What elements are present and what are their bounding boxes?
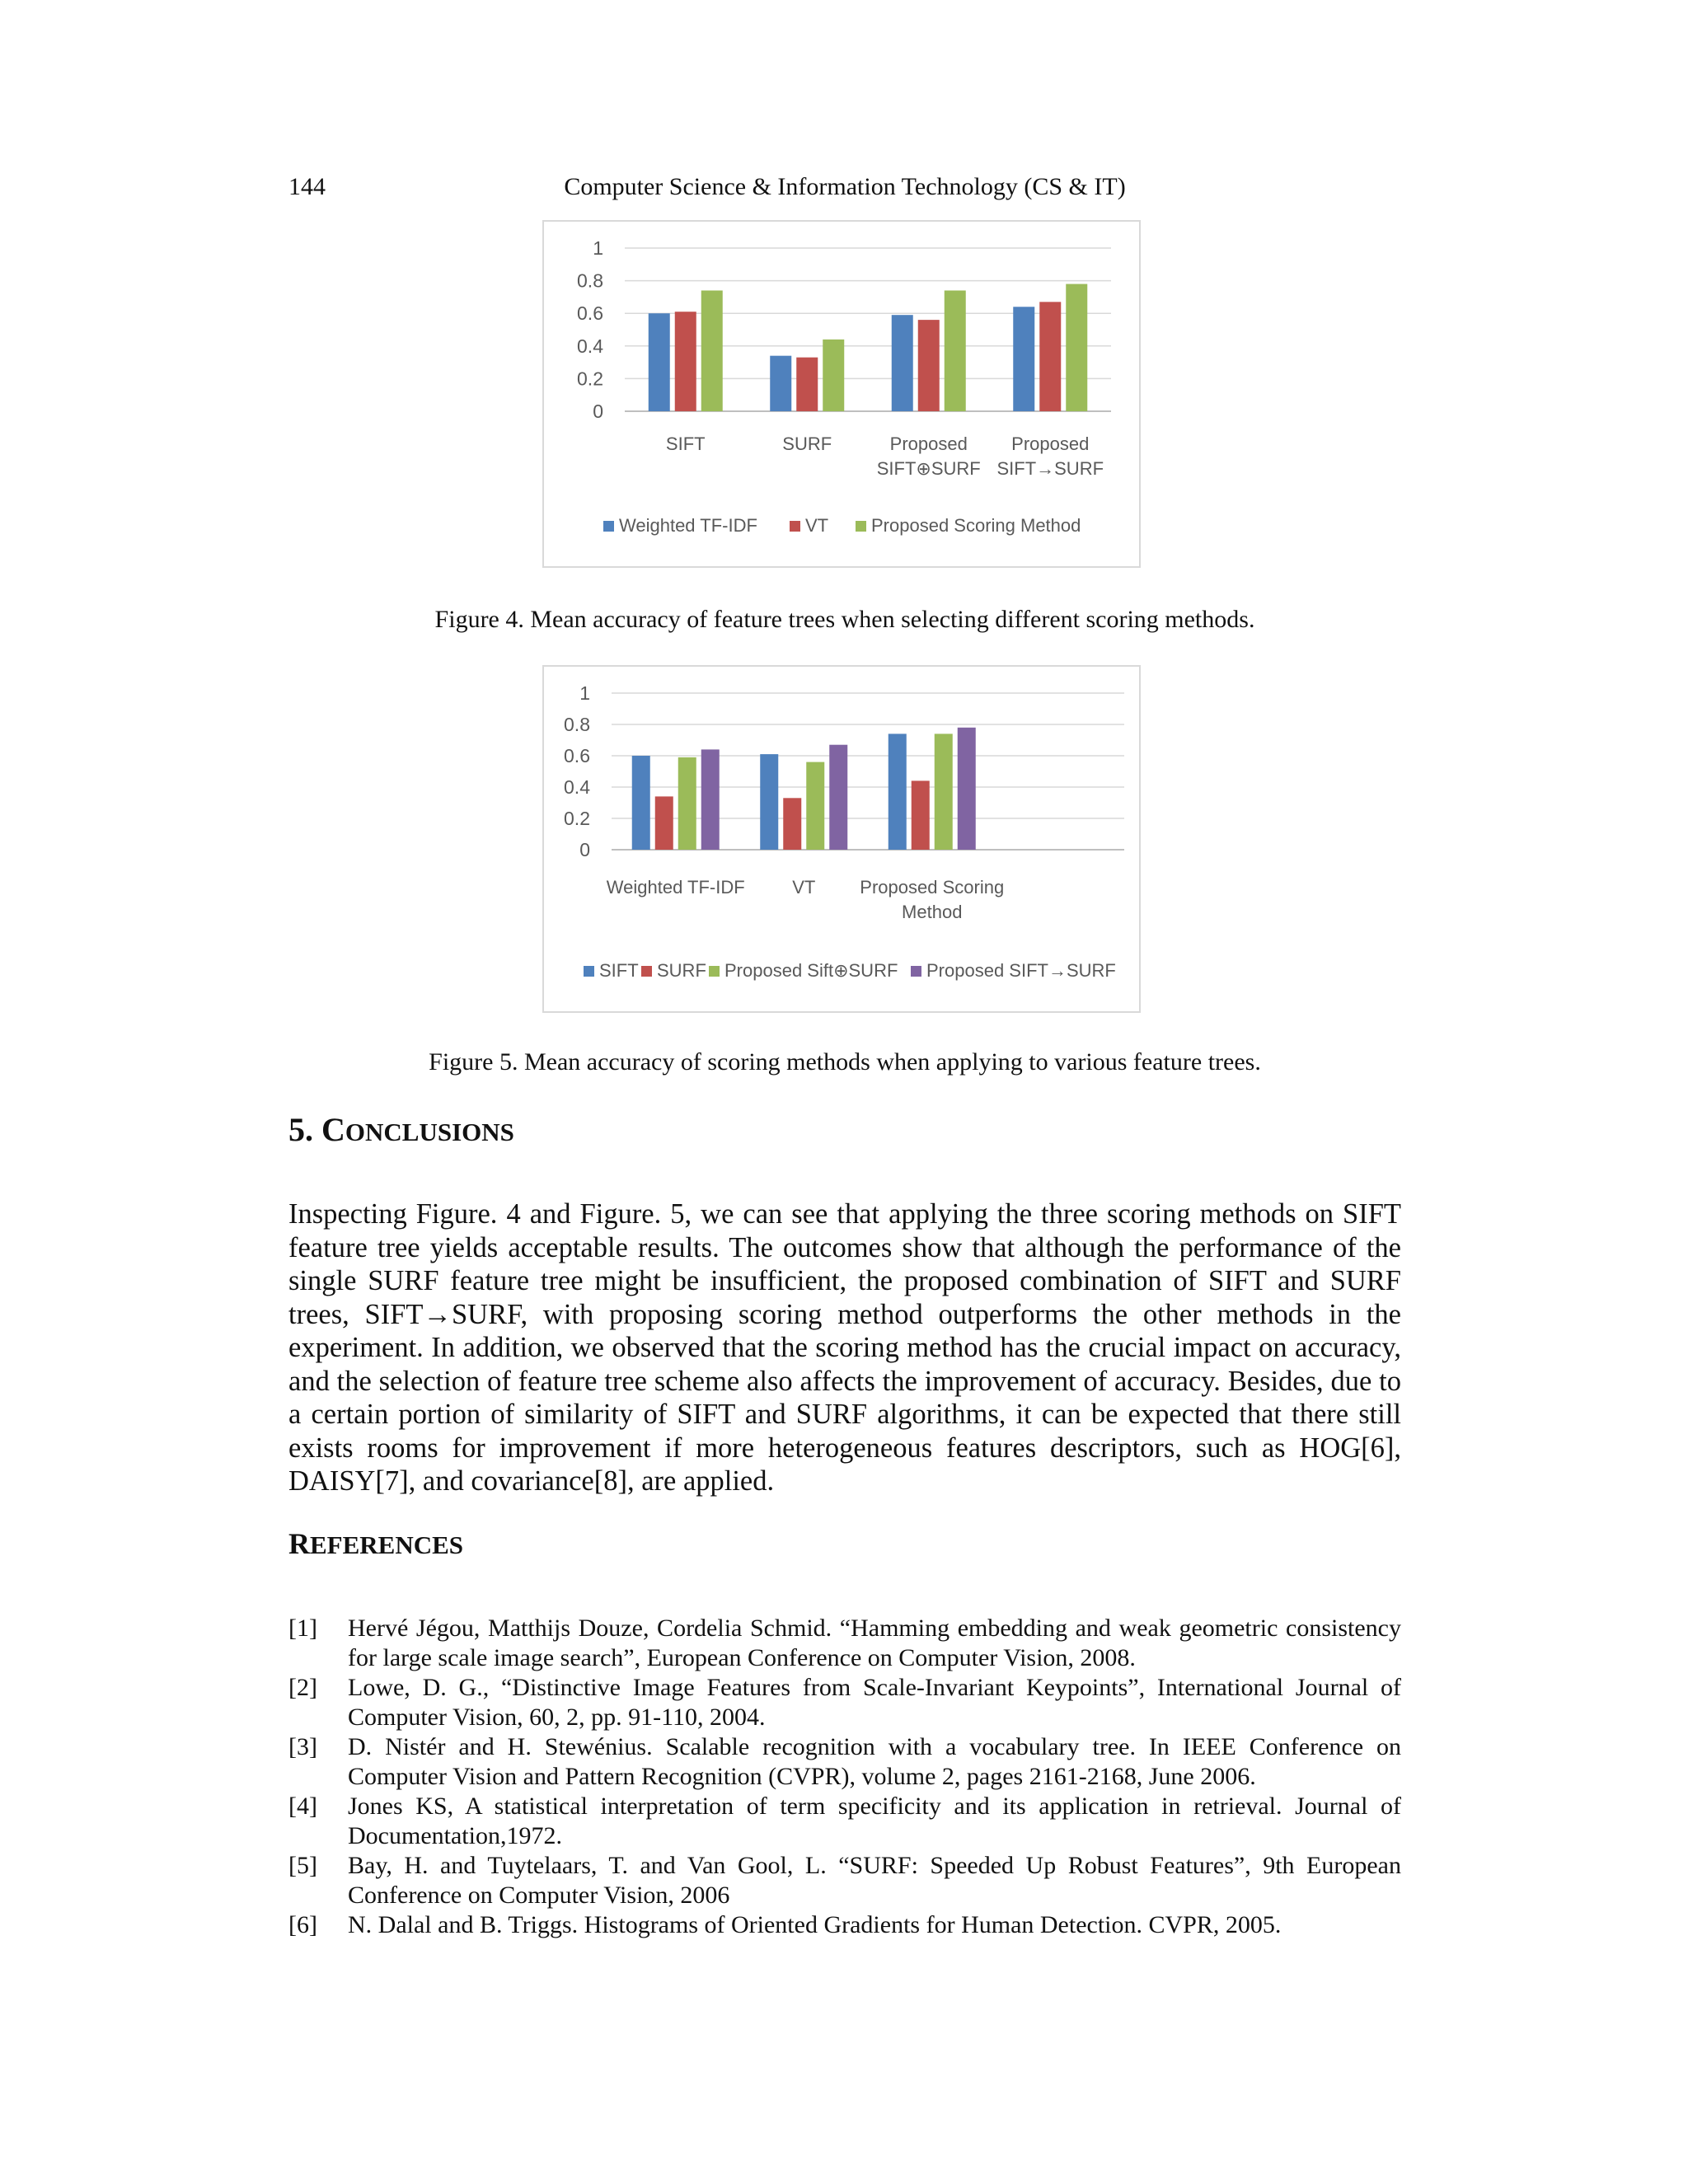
- references-heading-rest: EFERENCES: [310, 1530, 464, 1559]
- y-tick-label: 0.2: [577, 368, 603, 390]
- legend-label: SURF: [657, 960, 706, 981]
- reference-item: [288, 1851, 1401, 1910]
- bar-proposed-sift-surf-1: [829, 745, 847, 850]
- journal-header: Computer Science & Information Technology (CS & IT): [564, 173, 1126, 200]
- bar-sift-0: [632, 756, 650, 850]
- bar-vt-1: [796, 358, 818, 411]
- bar-proposed-sift-surf-1: [806, 762, 824, 850]
- reference-text: D. Nistér and H. Stewénius. Scalable recognition with a vocabulary tree. In IEEE Conference on Computer Vision and Pattern Recognition (CVPR), volume 2, pages 2161-2168, June 2006.: [348, 1733, 1401, 1790]
- bar-surf-1: [783, 798, 801, 850]
- legend-swatch: [790, 521, 800, 532]
- bar-proposed-scoring-method-2: [945, 290, 966, 411]
- conclusions-heading-rest: ONCLUSIONS: [345, 1118, 514, 1146]
- category-label: Weighted TF-IDF: [606, 877, 745, 898]
- category-label: SIFT⊕SURF: [876, 458, 981, 479]
- conclusions-paragraph: Inspecting Figure. 4 and Figure. 5, we can see that applying the three scoring methods on SIFT feature tree yields acceptable results. The outcomes show that although the performance of the single SURF feature tree might be insufficient, the proposed combination of SIFT and SURF trees, SIFT→SURF, with proposing scoring method outperforms the other methods in the experiment. In addition, we observed that the scoring method has the crucial impact on accuracy, and the selection of feature tree scheme also affects the improvement of accuracy. Besides, due to a certain portion of similarity of SIFT and SURF algorithms, it can be expected that there still exists rooms for improvement if more heterogeneous features descriptors, such as HOG[6], DAISY[7], and covariance[8], are applied.: [288, 1198, 1401, 1497]
- legend-label: Weighted TF-IDF: [619, 515, 757, 536]
- category-label: SURF: [782, 434, 832, 454]
- y-tick-label: 0.6: [564, 745, 590, 766]
- page-number: 144: [288, 173, 326, 200]
- bar-weighted-tf-idf-2: [892, 315, 913, 411]
- y-tick-label: 0.4: [577, 335, 603, 357]
- reference-item: [288, 1614, 1401, 1673]
- reference-item: [288, 1732, 1401, 1792]
- y-tick-label: 0.2: [564, 808, 590, 829]
- bar-weighted-tf-idf-0: [649, 313, 670, 411]
- y-tick-label: 0.4: [564, 776, 590, 798]
- reference-text: Jones KS, A statistical interpretation of term specificity and its application in retrieval. Journal of Documentation,1972.: [348, 1793, 1401, 1849]
- bar-vt-3: [1039, 302, 1061, 411]
- reference-list: [288, 1614, 1401, 1940]
- reference-label: [4]: [288, 1793, 317, 1820]
- legend-label: VT: [805, 515, 829, 536]
- bar-proposed-sift-surf-2: [958, 728, 976, 850]
- reference-item: [288, 1792, 1401, 1851]
- legend-swatch: [911, 966, 921, 977]
- y-tick-label: 0.8: [564, 714, 590, 735]
- legend-label: Proposed Sift⊕SURF: [724, 960, 898, 981]
- reference-label: [1]: [288, 1615, 317, 1642]
- reference-text: N. Dalal and B. Triggs. Histograms of Oriented Gradients for Human Detection. CVPR, 2005.: [348, 1911, 1282, 1938]
- category-label: SIFT: [665, 434, 706, 454]
- reference-text: Hervé Jégou, Matthijs Douze, Cordelia Schmid. “Hamming embedding and weak geometric consistency for large scale image search”, European Conference on Computer Vision, 2008.: [348, 1615, 1401, 1671]
- legend-label: Proposed SIFT→SURF: [926, 960, 1116, 981]
- reference-item: [288, 1910, 1401, 1940]
- legend-label: SIFT: [599, 960, 639, 981]
- figure-5-caption: Figure 5. Mean accuracy of scoring methods when applying to various feature trees.: [429, 1048, 1261, 1076]
- y-tick-label: 1: [579, 682, 590, 704]
- bar-surf-0: [655, 796, 673, 850]
- conclusions-heading: [288, 1110, 514, 1149]
- conclusions-heading-number: 5. C: [288, 1111, 345, 1148]
- reference-label: [5]: [288, 1852, 317, 1879]
- category-label: Method: [902, 902, 963, 922]
- category-label: Proposed: [889, 434, 968, 454]
- reference-text: Lowe, D. G., “Distinctive Image Features from Scale-Invariant Keypoints”, International Journal of Computer Vision, 60, 2, pp. 91-110, 2004.: [348, 1674, 1401, 1731]
- reference-label: [3]: [288, 1733, 317, 1760]
- y-tick-label: 0: [579, 839, 590, 860]
- bar-sift-1: [760, 754, 778, 850]
- bar-weighted-tf-idf-1: [770, 356, 791, 411]
- figure-4-chart-svg: [544, 222, 1139, 566]
- bar-surf-2: [912, 780, 930, 850]
- y-tick-label: 0: [593, 401, 603, 422]
- bar-proposed-scoring-method-0: [701, 290, 723, 411]
- category-label: Proposed Scoring: [860, 877, 1005, 898]
- figure-4-chart: [542, 220, 1141, 568]
- figure-5-chart: [542, 665, 1141, 1013]
- category-label: Proposed: [1011, 434, 1090, 454]
- reference-text: Bay, H. and Tuytelaars, T. and Van Gool, L. “SURF: Speeded Up Robust Features”, 9th European Conference on Computer Vision, 2006: [348, 1852, 1401, 1909]
- legend-swatch: [641, 966, 652, 977]
- references-heading-first: R: [288, 1527, 310, 1560]
- legend-swatch: [584, 966, 594, 977]
- bar-proposed-sift-surf-2: [935, 733, 953, 850]
- reference-label: [6]: [288, 1911, 317, 1938]
- category-label: SIFT→SURF: [996, 458, 1104, 479]
- legend-swatch: [603, 521, 614, 532]
- reference-item: [288, 1673, 1401, 1732]
- y-tick-label: 1: [593, 237, 603, 259]
- category-label: VT: [792, 877, 816, 898]
- bar-proposed-sift-surf-0: [701, 749, 720, 850]
- figure-5-chart-svg: [544, 667, 1139, 1011]
- bar-vt-2: [918, 320, 940, 411]
- bar-proposed-scoring-method-3: [1066, 284, 1087, 411]
- figure-4-caption: Figure 4. Mean accuracy of feature trees when selecting different scoring methods.: [434, 606, 1255, 633]
- references-heading: [288, 1526, 463, 1561]
- legend-swatch: [709, 966, 720, 977]
- y-tick-label: 0.8: [577, 269, 603, 292]
- reference-label: [2]: [288, 1674, 317, 1701]
- bar-proposed-scoring-method-1: [823, 340, 844, 411]
- bar-vt-0: [675, 312, 696, 411]
- legend-swatch: [856, 521, 866, 532]
- bar-sift-2: [889, 733, 907, 850]
- y-tick-label: 0.6: [577, 302, 603, 325]
- bar-weighted-tf-idf-3: [1013, 307, 1034, 411]
- bar-proposed-sift-surf-0: [678, 757, 696, 850]
- legend-label: Proposed Scoring Method: [871, 515, 1081, 536]
